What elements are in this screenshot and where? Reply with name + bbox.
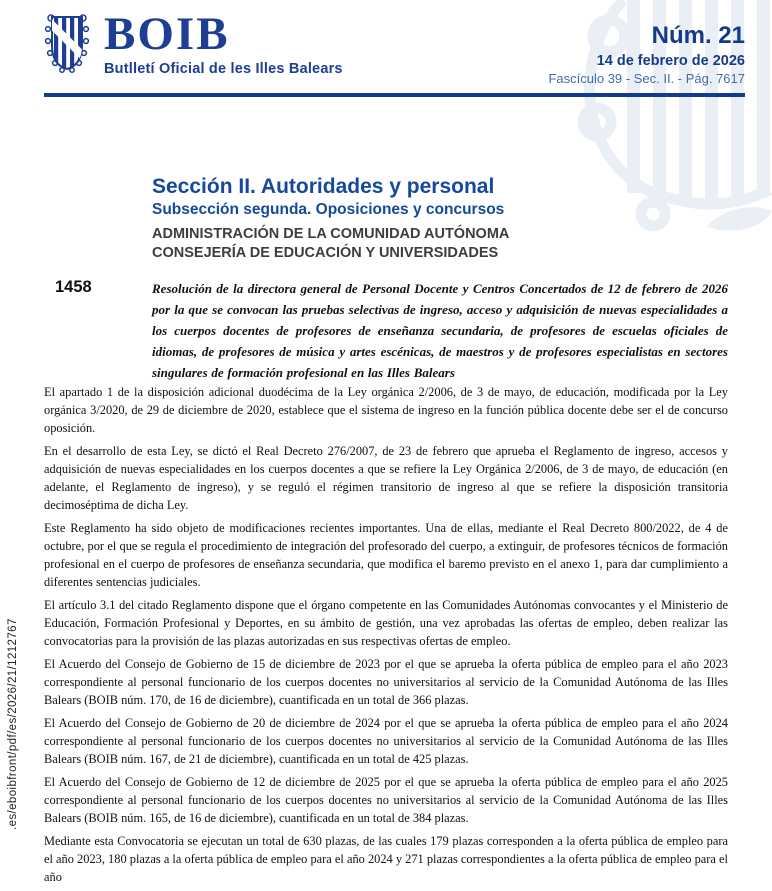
paragraph: Este Reglamento ha sido objeto de modificaciones recientes importantes. Una de ellas, mediante el Real Decreto 800/2022, de 4 de octubre, por el que se regula el procedimiento de integración del profesorado del cuerpo, a extinguir, de profesores técnicos de formación profesional en el cuerpo de profesores de enseñanza secundaria, que modifica el baremo previsto en el anexo 1, para dar cumplimiento a diferentes sentencias judiciales. bbox=[44, 520, 728, 589]
issue-date: 14 de febrero de 2026 bbox=[596, 53, 745, 69]
section-heading-block bbox=[152, 176, 728, 261]
announcement-number: 1458 bbox=[55, 277, 92, 296]
section-title: Sección II. Autoridades y personal bbox=[152, 175, 495, 198]
administration-heading: ADMINISTRACIÓN DE LA COMUNIDAD AUTÓNOMA bbox=[152, 226, 510, 243]
coat-of-arms-icon bbox=[43, 12, 91, 79]
paragraph: El Acuerdo del Consejo de Gobierno de 12 de diciembre de 2025 por el que se aprueba la oferta pública de empleo para el año 2025 correspondiente al personal funcionario de los cuerpos docentes no universitarios al servicio de la Comunidad Autónoma de las Illes Balears (BOIB núm. 165, de 16 de diciembre), cuantificada en un total de 384 plazas. bbox=[44, 774, 728, 825]
boib-logo: BOIB bbox=[104, 8, 230, 60]
header-divider bbox=[44, 93, 745, 97]
department-heading: CONSEJERÍA DE EDUCACIÓN Y UNIVERSIDADES bbox=[152, 244, 499, 261]
paragraph: El Acuerdo del Consejo de Gobierno de 15 de diciembre de 2023 por el que se aprueba la oferta pública de empleo para el año 2023 correspondiente al personal funcionario de los cuerpos docentes no universitarios al servicio de la Comunidad Autónoma de las Illes Balears (BOIB núm. 170, de 16 de diciembre), cuantificada en un total de 366 plazas. bbox=[44, 656, 728, 707]
paragraph: El artículo 3.1 del citado Reglamento dispone que el órgano competente en las Comunidades Autónomas convocantes y el Ministerio de Educación, Formación Profesional y Deportes, en su ámbito de gestión, una vez aprobadas las ofertas de empleo, deben realizar las convocatorias para la provisión de las plazas autorizadas en sus respectivas ofertas de empleo. bbox=[44, 597, 728, 648]
paragraph: El apartado 1 de la disposición adicional duodécima de la Ley orgánica 2/2006, de 3 de mayo, de educación, modificada por la Ley orgánica 3/2020, de 29 de diciembre de 2020, establece que el sistema de ingreso en la función pública docente debe ser el de concurso oposición. bbox=[44, 384, 728, 435]
subsection-title: Subsección segunda. Oposiciones y concursos bbox=[152, 201, 505, 219]
paragraph: Mediante esta Convocatoria se ejecutan un total de 630 plazas, de las cuales 179 plazas corresponden a la oferta pública de empleo para el año 2023, 180 plazas a la oferta pública de empleo para el año 2024 y 271 plazas correspondientes a la oferta pública de empleo para el año bbox=[44, 833, 728, 884]
document-body bbox=[44, 176, 728, 891]
paragraph: El Acuerdo del Consejo de Gobierno de 20 de diciembre de 2024 por el que se aprueba la oferta pública de empleo para el año 2024 correspondiente al personal funcionario de los cuerpos docentes no universitarios al servicio de la Comunidad Autónoma de las Illes Balears (BOIB núm. 167, de 21 de diciembre), cuantificada en un total de 425 plazas. bbox=[44, 715, 728, 766]
paragraph: En el desarrollo de esta Ley, se dictó el Real Decreto 276/2007, de 23 de febrero que aprueba el Reglamento de ingreso, accesos y adquisición de nuevas especialidades en los cuerpos docentes a que se refiere la Ley Orgánica 2/2006, de 3 de mayo, de educación (en adelante, el Reglamento de ingreso), y se reguló el régimen transitorio de ingreso al que se refiere la disposición transitoria decimoséptima de dicha Ley. bbox=[44, 443, 728, 512]
announcement-title: Resolución de la directora general de Personal Docente y Centros Concertados de 12 de febrero de 2026 por la que se convocan las pruebas selectivas de ingreso, acceso y adquisición de nuevas especialidades a los cuerpos docentes de profesores de enseñanza secundaria, de profesores de escuelas oficiales de idiomas, de profesores de música y artes escénicas, de maestros y de profesores especialistas en sectores singulares de formación profesional en las Illes Balears bbox=[152, 280, 728, 380]
issue-number: Núm. 21 bbox=[651, 22, 745, 49]
paragraphs-block bbox=[44, 383, 728, 886]
announcement bbox=[44, 278, 728, 383]
boib-logo-block bbox=[104, 8, 343, 77]
fasciculo-page-info: Fascículo 39 - Sec. II. - Pág. 7617 bbox=[548, 71, 745, 86]
header-issue-block bbox=[548, 24, 745, 86]
boib-logo-subtitle: Butlletí Oficial de les Illes Balears bbox=[104, 60, 343, 77]
document-url-vertical: .es/eboibfront/pdf/es/2026/21/1212767 bbox=[7, 618, 19, 830]
